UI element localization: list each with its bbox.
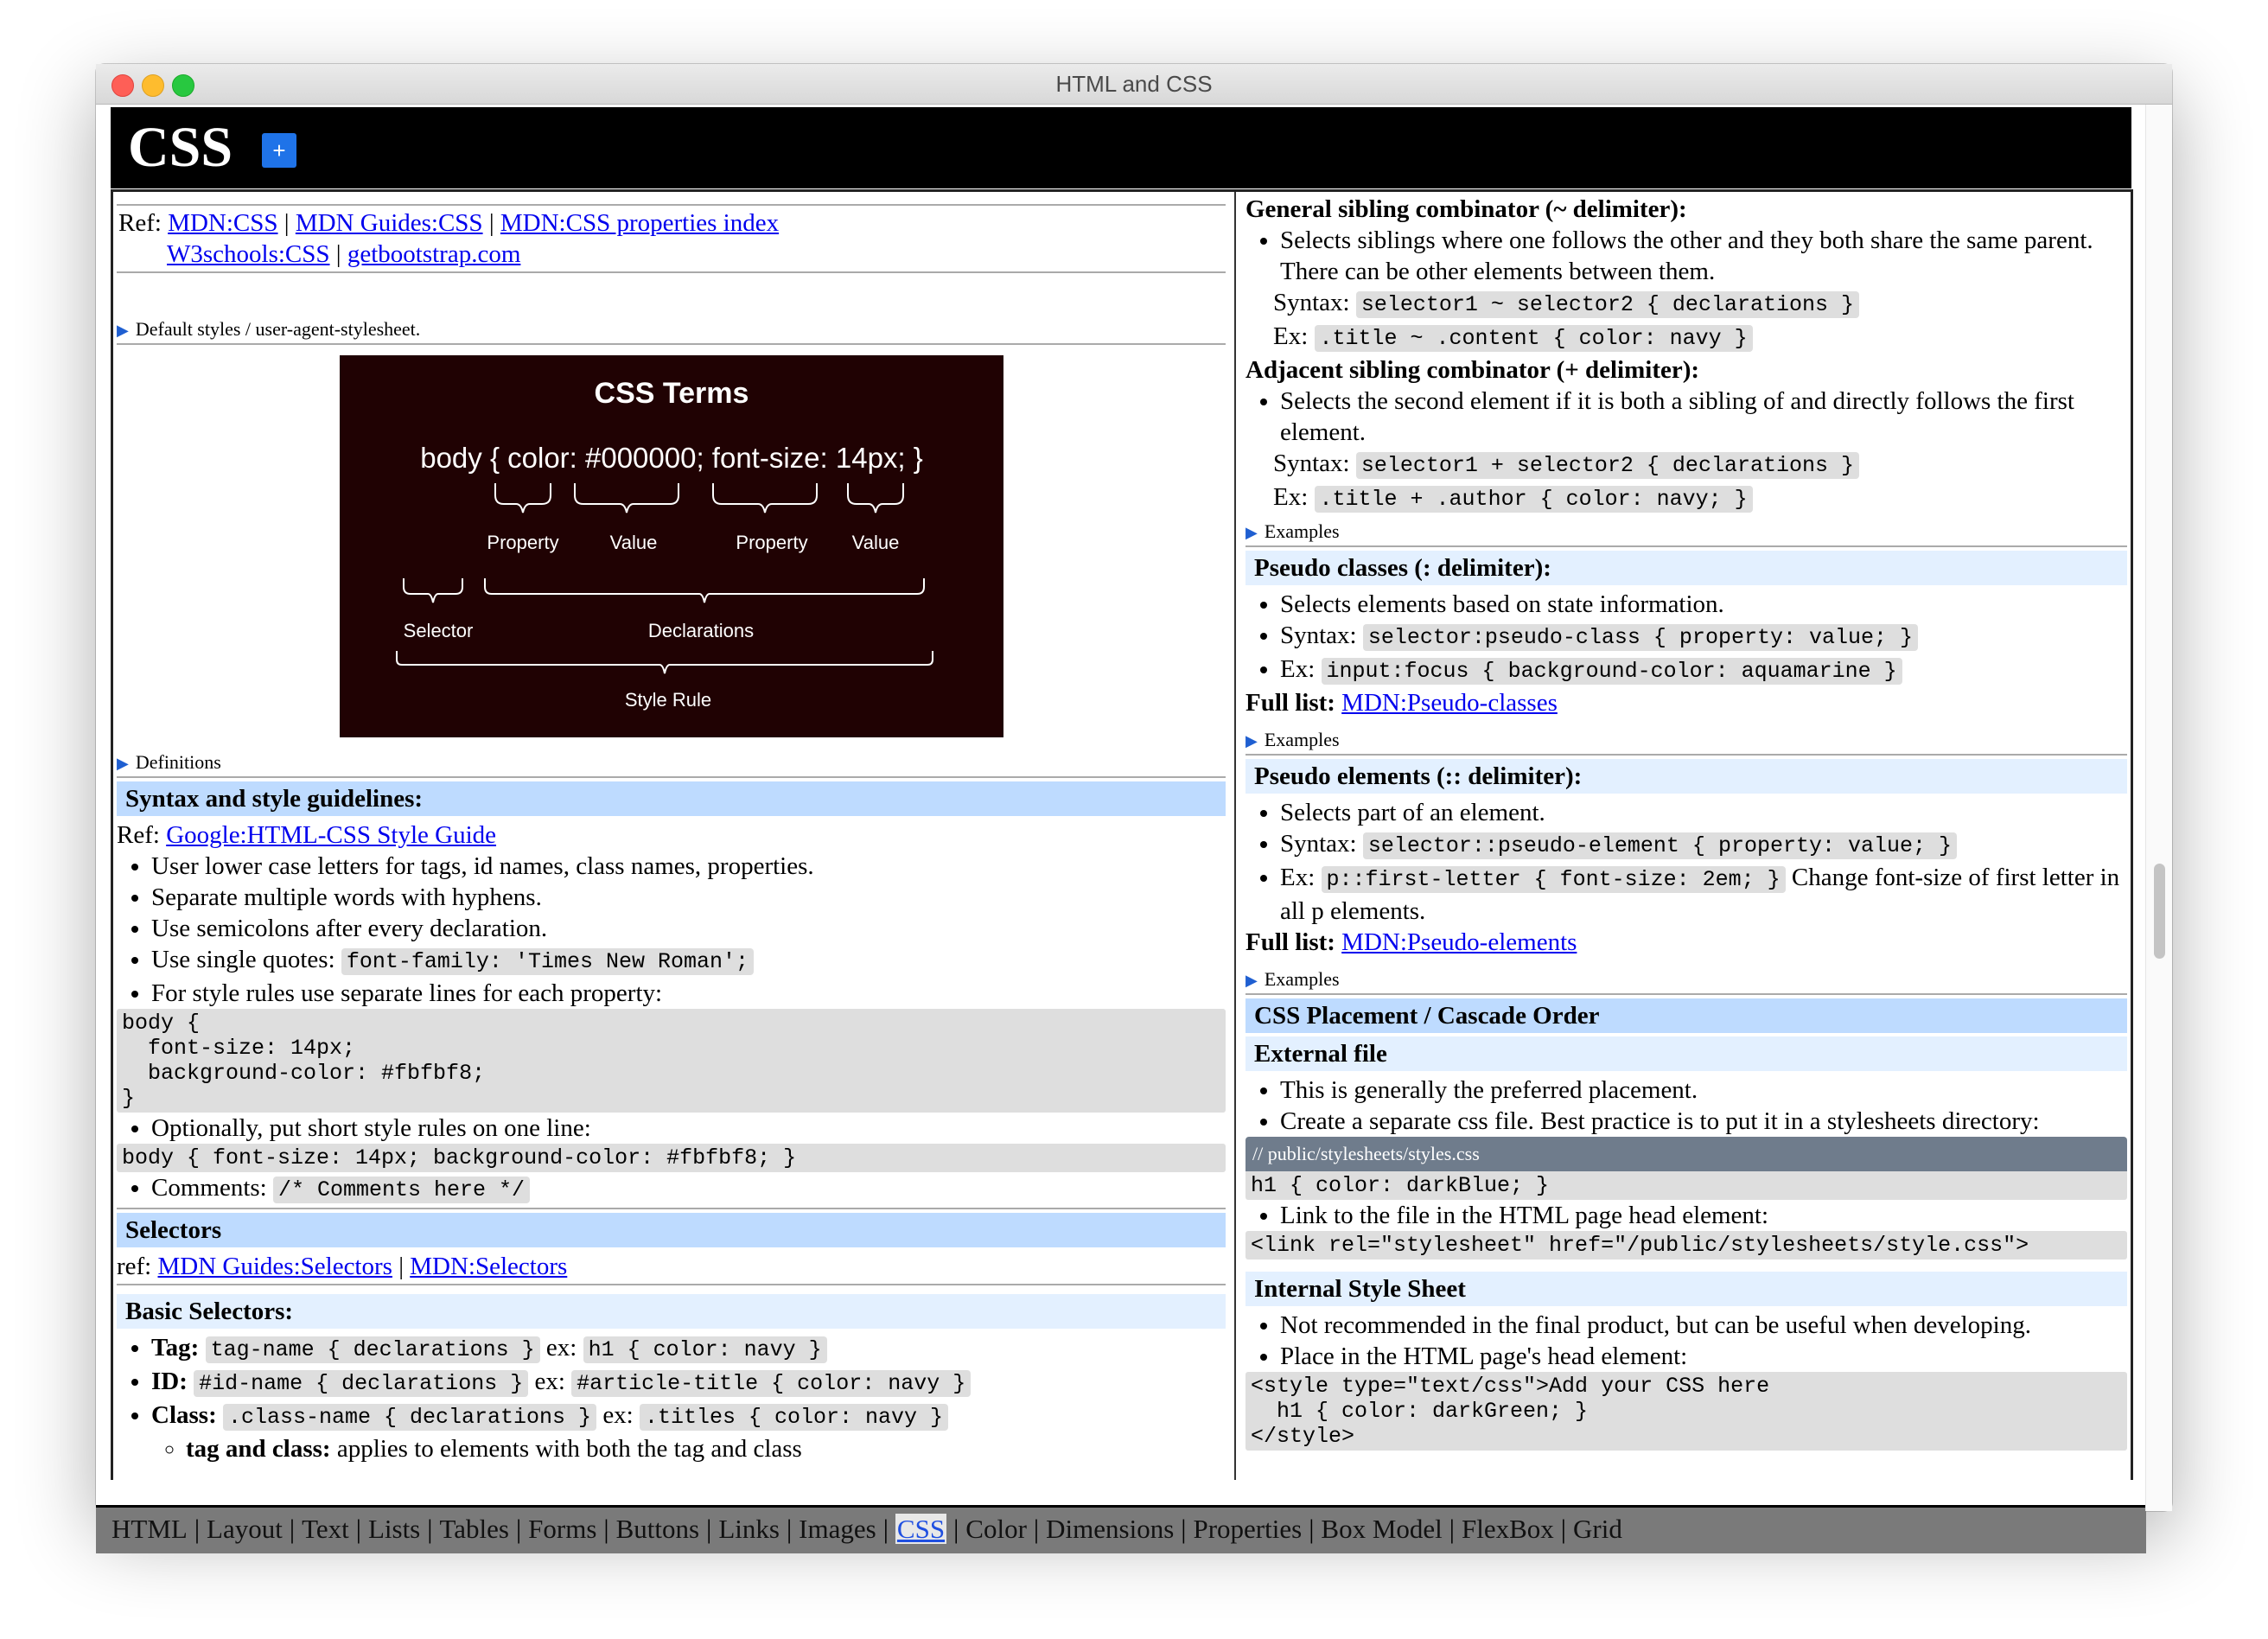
code-snippet: selector::pseudo-element { property: value; } — [1363, 832, 1957, 859]
list-item: • Syntax: selector::pseudo-element { property: value; } — [1280, 828, 2127, 862]
expand-toggle-button[interactable]: + — [262, 133, 296, 168]
nav-separator: | — [603, 1514, 609, 1544]
external-file-heading: External file — [1245, 1036, 2127, 1071]
syntax-heading: Syntax and style guidelines: — [117, 781, 1226, 816]
browser-window — [96, 64, 2172, 1544]
adjacent-sibling-heading: Adjacent sibling combinator (+ delimiter): — [1245, 356, 1700, 384]
terms-label-declarations: Declarations — [647, 620, 754, 641]
link-getbootstrap[interactable]: getbootstrap.com — [347, 240, 521, 268]
list-item: • Use single quotes: font-family: 'Times New Roman'; — [151, 944, 1226, 978]
nav-link-tables[interactable]: Tables — [439, 1514, 509, 1544]
nav-separator: | — [1181, 1514, 1187, 1544]
disclosure-triangle-icon: ▶ — [1245, 732, 1258, 749]
terms-label-property-1: Property — [486, 532, 559, 553]
css-terms-diagram — [340, 355, 1003, 737]
terms-label-selector: Selector — [403, 620, 473, 641]
list-item: • User lower case letters for tags, id names, class names, properties. — [151, 851, 1226, 882]
nav-separator: | — [515, 1514, 522, 1544]
list-item: • Selects elements based on state information. — [1280, 589, 2127, 620]
pseudo-elements-full-list: Full list: MDN:Pseudo-elements — [1245, 928, 1577, 956]
syntax-list-2 — [117, 1113, 1226, 1144]
syntax-ref: Ref: Google:HTML-CSS Style Guide — [117, 821, 497, 849]
link-mdn-pseudo-elements[interactable]: MDN:Pseudo-elements — [1341, 928, 1577, 956]
list-item: • Syntax: selector:pseudo-class { property: value; } — [1280, 620, 2127, 654]
page-title: CSS — [128, 116, 233, 179]
nav-link-box-model[interactable]: Box Model — [1321, 1514, 1443, 1544]
general-ex-line: Ex: .title ~ .content { color: navy } — [1245, 321, 2127, 354]
selectors-heading: Selectors — [117, 1213, 1226, 1247]
code-snippet: h1 { color: navy } — [583, 1336, 827, 1363]
code-snippet: input:focus { background-color: aquamarine } — [1322, 658, 1902, 685]
terms-label-value-1: Value — [609, 532, 657, 553]
list-item: • Class: .class-name { declarations } ex: .titles { color: navy } ◦ tag and class: applies to elements with both the tag and class — [151, 1400, 1226, 1464]
nav-link-html[interactable]: HTML — [111, 1514, 188, 1544]
window-title: HTML and CSS — [1055, 71, 1213, 97]
code-snippet: selector1 + selector2 { declarations } — [1356, 452, 1859, 479]
nav-separator: | — [289, 1514, 296, 1544]
list-item: • Comments: /* Comments here */ — [151, 1172, 1226, 1206]
examples-details-3[interactable]: ▶ Examples — [1245, 968, 1340, 990]
code-snippet: .title + .author { color: navy; } — [1315, 486, 1753, 513]
list-item: • This is generally the preferred placement. — [1280, 1075, 2127, 1106]
list-item: • Selects the second element if it is both a sibling of and directly follows the first element. — [1280, 386, 2127, 448]
list-item: • Place in the HTML page's head element: — [1280, 1341, 2127, 1372]
general-sibling-list — [1245, 225, 2127, 287]
link-mdn-guides-css[interactable]: MDN Guides:CSS — [295, 209, 483, 237]
link-mdn-css-properties[interactable]: MDN:CSS properties index — [500, 209, 780, 237]
nav-separator: | — [355, 1514, 361, 1544]
scrollbar[interactable] — [2145, 105, 2172, 1511]
external-file-list — [1245, 1075, 2127, 1137]
nav-link-dimensions[interactable]: Dimensions — [1046, 1514, 1175, 1544]
nav-separator: | — [882, 1514, 889, 1544]
scrollbar-thumb[interactable] — [2154, 864, 2165, 959]
css-terms-svg — [340, 355, 1003, 737]
close-window-button[interactable] — [111, 74, 134, 97]
file-code-block: h1 { color: darkBlue; } — [1245, 1171, 2127, 1200]
nav-link-properties[interactable]: Properties — [1193, 1514, 1303, 1544]
pseudo-classes-list — [1245, 589, 2127, 687]
multi-line-code-block: body { font-size: 14px; background-color: #fbfbf8; } — [117, 1009, 1226, 1113]
code-snippet: tag-name { declarations } — [206, 1336, 540, 1363]
nav-link-buttons[interactable]: Buttons — [615, 1514, 700, 1544]
nav-separator: | — [953, 1514, 959, 1544]
link-list — [1245, 1200, 2127, 1231]
bottom-nav — [96, 1505, 2146, 1553]
list-item: • Tag: tag-name { declarations } ex: h1 { color: navy } — [151, 1332, 1226, 1366]
nav-separator: | — [1309, 1514, 1315, 1544]
zoom-window-button[interactable] — [172, 74, 194, 97]
css-ref-line: Ref: MDN:CSS | MDN Guides:CSS | MDN:CSS properties index W3schools:CSS | getbootstrap.com — [117, 204, 1226, 273]
basic-selectors-heading: Basic Selectors: — [117, 1294, 1226, 1329]
nav-link-css[interactable]: CSS — [896, 1514, 946, 1544]
code-snippet: .class-name { declarations } — [223, 1404, 596, 1431]
terms-rule: body { color: #000000; font-size: 14px; } — [419, 442, 923, 474]
nav-items — [111, 1514, 1622, 1544]
terms-title: CSS Terms — [594, 377, 749, 410]
code-snippet: p::first-letter { font-size: 2em; } — [1322, 866, 1786, 893]
list-item: • Ex: p::first-letter { font-size: 2em; } Change font-size of first letter in all p elements. — [1280, 862, 2127, 927]
list-item: • Create a separate css file. Best practice is to put it in a stylesheets directory: — [1280, 1106, 2127, 1137]
list-item: • For style rules use separate lines for each property: — [151, 978, 1226, 1009]
internal-style-heading: Internal Style Sheet — [1245, 1272, 2127, 1306]
nav-link-images[interactable]: Images — [799, 1514, 876, 1544]
left-column — [117, 192, 1226, 1480]
list-item: • Link to the file in the HTML page head element: — [1280, 1200, 2127, 1231]
link-code-block: <link rel="stylesheet" href="/public/stylesheets/style.css"> — [1245, 1231, 2127, 1260]
content-frame — [111, 189, 2133, 1480]
code-snippet: #article-title { color: navy } — [571, 1370, 971, 1397]
terms-label-value-2: Value — [851, 532, 899, 553]
page-header — [111, 107, 2131, 188]
nav-separator: | — [706, 1514, 712, 1544]
list-item: • Optionally, put short style rules on one line: — [151, 1113, 1226, 1144]
general-sibling-heading: General sibling combinator (~ delimiter): — [1245, 195, 1687, 223]
terms-label-style-rule: Style Rule — [624, 689, 711, 711]
nav-link-flexbox[interactable]: FlexBox — [1462, 1514, 1554, 1544]
code-snippet: selector1 ~ selector2 { declarations } — [1356, 291, 1859, 318]
examples-details-2[interactable]: ▶ Examples — [1245, 729, 1340, 750]
disclosure-triangle-icon: ▶ — [1245, 524, 1258, 541]
selectors-ref: ref: MDN Guides:Selectors | MDN:Selectors — [117, 1253, 568, 1280]
syntax-list — [117, 851, 1226, 1009]
nav-link-color[interactable]: Color — [965, 1514, 1027, 1544]
internal-code-block: <style type="text/css">Add your CSS here h1 { color: darkGreen; } </style> — [1245, 1372, 2127, 1451]
list-item: • Selects siblings where one follows the other and they both share the same parent. There can be other elements between them. — [1280, 225, 2127, 287]
list-item: • Not recommended in the final product, but can be useful when developing. — [1280, 1310, 2127, 1341]
file-path-header: // public/stylesheets/styles.css — [1245, 1137, 2127, 1171]
link-w3schools-css[interactable]: W3schools:CSS — [167, 240, 330, 268]
nav-link-links[interactable]: Links — [718, 1514, 780, 1544]
nav-link-layout[interactable]: Layout — [207, 1514, 283, 1544]
code-snippet: #id-name { declarations } — [194, 1370, 528, 1397]
link-mdn-pseudo-classes[interactable]: MDN:Pseudo-classes — [1341, 689, 1558, 717]
pseudo-classes-full-list: Full list: MDN:Pseudo-classes — [1245, 689, 1558, 717]
list-item: • ID: #id-name { declarations } ex: #article-title { color: navy } — [151, 1366, 1226, 1400]
disclosure-triangle-icon: ▶ — [117, 755, 129, 772]
list-item: • Selects part of an element. — [1280, 797, 2127, 828]
syntax-list-3 — [117, 1172, 1226, 1206]
nav-separator: | — [786, 1514, 793, 1544]
title-bar — [96, 64, 2172, 105]
css-placement-heading: CSS Placement / Cascade Order — [1245, 998, 2127, 1033]
default-styles-details[interactable]: ▶ Default styles / user-agent-stylesheet. — [117, 318, 421, 340]
nav-link-forms[interactable]: Forms — [528, 1514, 597, 1544]
code-snippet: /* Comments here */ — [273, 1177, 530, 1203]
list-item: ◦ tag and class: applies to elements with both the tag and class — [186, 1433, 1226, 1464]
pseudo-classes-heading: Pseudo classes (: delimiter): — [1245, 551, 2127, 585]
code-snippet: font-family: 'Times New Roman'; — [341, 948, 754, 975]
basic-selectors-list — [117, 1332, 1226, 1464]
nav-link-text[interactable]: Text — [302, 1514, 349, 1544]
internal-style-list — [1245, 1310, 2127, 1372]
page-content — [96, 105, 2172, 1544]
list-item: • Ex: input:focus { background-color: aquamarine } — [1280, 654, 2127, 687]
one-line-code-block: body { font-size: 14px; background-color: #fbfbf8; } — [117, 1144, 1226, 1172]
code-snippet: selector:pseudo-class { property: value; } — [1363, 624, 1918, 651]
code-snippet: .titles { color: navy } — [640, 1404, 948, 1431]
sub-list — [151, 1433, 1226, 1464]
minimize-window-button[interactable] — [142, 74, 164, 97]
pseudo-elements-list — [1245, 797, 2127, 927]
nav-separator: | — [1449, 1514, 1455, 1544]
link-mdn-css[interactable]: MDN:CSS — [168, 209, 278, 237]
nav-separator: | — [1033, 1514, 1040, 1544]
general-syntax-line: Syntax: selector1 ~ selector2 { declarations } — [1245, 287, 2127, 321]
column-divider — [1234, 192, 1236, 1480]
adjacent-syntax-line: Syntax: selector1 + selector2 { declarations } — [1245, 448, 2127, 481]
adjacent-sibling-list — [1245, 386, 2127, 448]
pseudo-elements-heading: Pseudo elements (:: delimiter): — [1245, 759, 2127, 794]
nav-separator: | — [194, 1514, 201, 1544]
adjacent-ex-line: Ex: .title + .author { color: navy; } — [1245, 481, 2127, 515]
link-google-style-guide[interactable]: Google:HTML-CSS Style Guide — [166, 821, 497, 849]
terms-label-property-2: Property — [735, 532, 808, 553]
nav-separator: | — [1560, 1514, 1567, 1544]
disclosure-triangle-icon: ▶ — [1245, 972, 1258, 989]
examples-details-1[interactable]: ▶ Examples — [1245, 520, 1340, 542]
nav-separator: | — [427, 1514, 433, 1544]
definitions-details[interactable]: ▶ Definitions — [117, 751, 221, 773]
nav-link-lists[interactable]: Lists — [367, 1514, 421, 1544]
list-item: • Separate multiple words with hyphens. — [151, 882, 1226, 913]
nav-link-grid[interactable]: Grid — [1573, 1514, 1622, 1544]
link-mdn-selectors[interactable]: MDN:Selectors — [410, 1253, 568, 1280]
disclosure-triangle-icon: ▶ — [117, 322, 129, 339]
right-column — [1245, 192, 2127, 1480]
list-item: • Use semicolons after every declaration. — [151, 913, 1226, 944]
link-mdn-guides-selectors[interactable]: MDN Guides:Selectors — [157, 1253, 392, 1280]
code-snippet: .title ~ .content { color: navy } — [1315, 325, 1753, 352]
